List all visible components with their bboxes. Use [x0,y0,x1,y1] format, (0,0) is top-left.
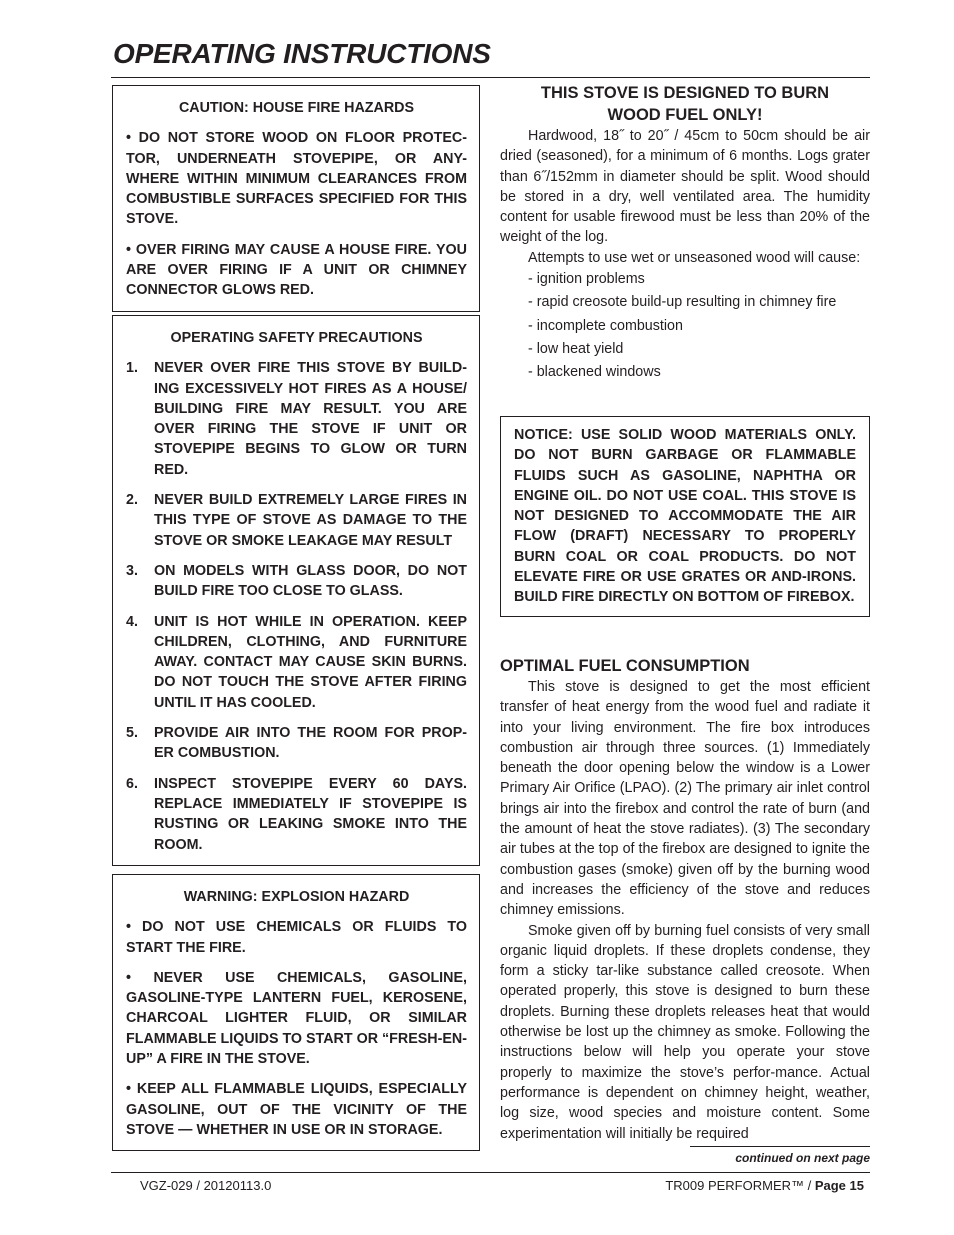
item-number: 6. [126,775,138,792]
wood-heading-line2: WOOD FUEL ONLY! [607,106,763,124]
footer-doc-code: VGZ-029 / 20120113.0 [140,1178,272,1193]
safety-box [112,315,480,866]
warning-item: • DO NOT USE CHEMICALS OR FLUIDS TO START THE FIRE. [126,919,467,956]
item-number: 1. [126,360,138,377]
wood-paragraph: Hardwood, 18˝ to 20˝ / 45cm to 50cm should be air dried (seasoned), for a minimum of 6 months. Logs grater than 6˝/152mm in diameter should be split. Wood should be stored in a dry, well ventilated area. The humidity content for usable firewood must be less than 20% of the weight of the log. [500,128,870,246]
wood-paragraph: Attempts to use wet or unseasoned wood will cause: [528,249,861,266]
footer-page-info [665,1178,864,1193]
item-number: 5. [126,725,138,742]
item-text: ON MODELS WITH GLASS DOOR, DO NOT BUILD FIRE TOO CLOSE TO GLASS. [154,562,467,600]
continued-note: continued on next page [690,1146,870,1165]
warning-item: • KEEP ALL FLAMMABLE LIQUIDS, ESPECIALLY GASOLINE, OUT OF THE VICINITY OF THE STOVE — WHETHER IN USE OR IN STORAGE. [126,1081,467,1138]
wood-bullet: - incomplete combustion [528,317,683,334]
item-text: INSPECT STOVEPIPE EVERY 60 DAYS. REPLACE IMMEDIATELY IF STOVEPIPE IS RUSTING OR LEAKING SMOKE INTO THE ROOM. [154,775,467,853]
safety-item [126,490,467,551]
caution-item: • DO NOT STORE WOOD ON FLOOR PROTEC-TOR, UNDERNEATH STOVEPIPE, OR ANY-WHERE WITHIN MINIMUM CLEARANCES FROM COMBUSTIBLE SURFACES SPECIFIED FOR THIS STOVE. [126,130,467,228]
safety-item [126,774,467,855]
warning-box [112,874,480,1151]
wood-bullet: - low heat yield [528,340,624,357]
notice-box [500,416,870,617]
item-number: 3. [126,562,138,579]
optimal-paragraph: Smoke given off by burning fuel consists of very small organic liquid droplets. If these droplets condense, they form a sticky tar-like substance called creosote. When operated properly, this stove is designed to burn these droplets. Burning these droplets releases heat that would otherwise be lost up the chimney as smoke. Following the instructions below will help you operate your stove properly to maximize the stove’s perfor-mance. Actual performance is dependent on chimney height, weather, log size, wood species and moisture content. Some experimentation will initially be required [500,922,870,1142]
safety-item [126,358,467,480]
caution-box [112,85,480,312]
wood-section [500,82,870,385]
footer-model: TR009 PERFORMER™ / [665,1178,815,1193]
item-text: NEVER OVER FIRE THIS STOVE BY BUILD-ING EXCESSIVELY HOT FIRES AS A HOUSE/ BUILDING FIRE MAY RESULT. YOU ARE OVER FIRING THE STOVE IF UNIT OR STOVEPIPE BEGINS TO GLOW OR TURN RED. [154,360,467,478]
page-number: Page 15 [814,1178,864,1193]
item-number: 4. [126,613,138,630]
safety-item [126,723,467,764]
wood-bullet: - ignition problems [528,271,645,288]
safety-heading: OPERATING SAFETY PRECAUTIONS [170,330,423,346]
safety-item [126,561,467,602]
wood-heading-line1: THIS STOVE IS DESIGNED TO BURN [540,84,830,102]
optimal-section [500,655,870,1144]
item-text: PROVIDE AIR INTO THE ROOM FOR PROP-ER COMBUSTION. [154,725,467,762]
page-title: OPERATING INSTRUCTIONS [113,38,491,69]
item-text: UNIT IS HOT WHILE IN OPERATION. KEEP CHILDREN, CLOTHING, AND FURNITURE AWAY. CONTACT MAY CAUSE SKIN BURNS. DO NOT TOUCH THE STOVE AFTER FIRING UNTIL IT HAS COOLED. [154,613,467,711]
safety-item [126,612,467,713]
optimal-heading: OPTIMAL FUEL CONSUMPTION [500,657,750,675]
item-text: NEVER BUILD EXTREMELY LARGE FIRES IN THIS TYPE OF STOVE AS DAMAGE TO THE STOVE OR SMOKE LEAKAGE MAY RESULT [154,492,467,549]
title-rule [111,77,870,78]
warning-heading: WARNING: EXPLOSION HAZARD [183,889,410,905]
optimal-paragraph: This stove is designed to get the most efficient transfer of heat energy from the wood fuel and radiate it into your living environment. The fire box introduces combustion air through three sources. (1) Immediately beneath the door opening below the window is a Lower Primary Air Orifice (LPAO). (2) The primary air inlet control brings air into the firebox and control the rate of burn (and the amount of heat the stove radiates). (3) The secondary air tubes at the top of the firebox are designed to ignite the combustion gases (smoke) given off by the burning wood and increases the efficiency of the stove and reduces chimney emissions. [500,679,870,919]
wood-bullet: - blackened windows [528,364,661,381]
notice-text: NOTICE: USE SOLID WOOD MATERIALS ONLY. DO NOT BURN GARBAGE OR FLAMMABLE FLUIDS SUCH AS GASOLINE, NAPHTHA OR ENGINE OIL. DO NOT USE COAL. THIS STOVE IS NOT DESIGNED TO ACCOMMODATE THE AIR FLOW (DRAFT) NECESSARY TO PROPERLY BURN COAL OR COAL PRODUCTS. DO NOT ELEVATE FIRE OR USE GRATES OR AND-IRONS. BUILD FIRE DIRECTLY ON BOTTOM OF FIREBOX. [514,427,856,606]
wood-bullet: - rapid creosote build-up resulting in chimney fire [528,294,837,311]
caution-item: • OVER FIRING MAY CAUSE A HOUSE FIRE. YOU ARE OVER FIRING IF A UNIT OR CHIMNEY CONNECTOR GLOWS RED. [126,241,467,299]
warning-item: • NEVER USE CHEMICALS, GASOLINE, GASOLINE-TYPE LANTERN FUEL, KEROSENE, CHARCOAL LIGHTER FLUID, OR SIMILAR FLAMMABLE LIQUIDS TO START OR “FRESH-EN-UP” A FIRE IN THE STOVE. [126,969,467,1068]
item-number: 2. [126,492,138,509]
caution-heading: CAUTION: HOUSE FIRE HAZARDS [178,100,415,116]
footer-rule [111,1172,870,1173]
safety-list [126,358,467,855]
